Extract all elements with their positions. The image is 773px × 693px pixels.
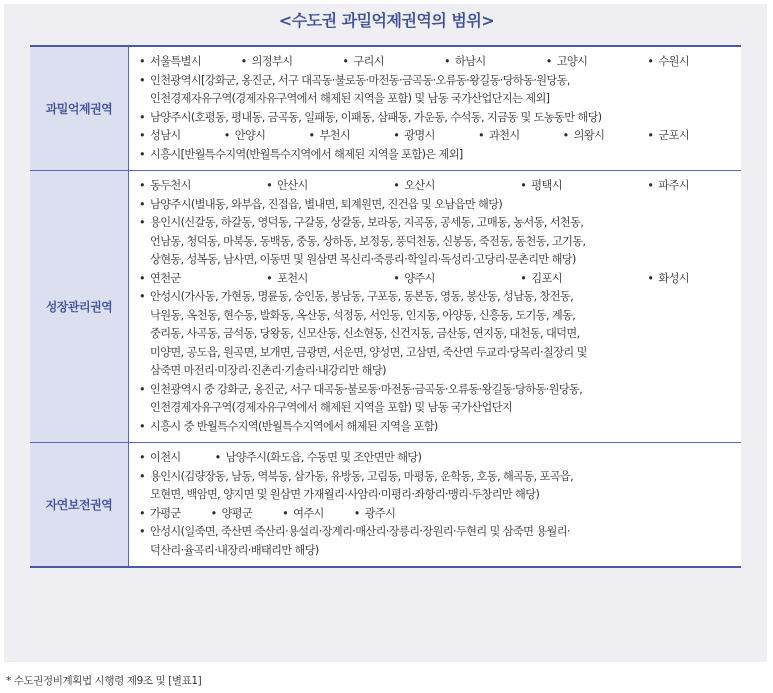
list-item: • 용인시(신갈동, 하갈동, 영덕동, 구갈동, 상갈동, 보라동, 지곡동, 공세동, 고매동, 농서동, 서천동, [139, 216, 584, 229]
list-item: • 가평군 • 양평군 • 여주시 • 광주시 [139, 506, 396, 520]
list-item-continued: 모현면, 백암면, 양지면 및 원삼면 가재월리·사암리·미평리·좌항리·맹리·두창리만 해당) [150, 488, 540, 501]
category-label: 자연보전권역 [30, 443, 129, 566]
category-label: 성장관리권역 [30, 171, 129, 442]
list-item: • 동두천시 • 안산시 • 오산시 • 평택시 • 파주시 [139, 179, 689, 192]
list-item: • 남양주시(호평동, 평내동, 금곡동, 일패동, 이패동, 삼패동, 가운동, 수석동, 지금동 및 도농동만 해당) [139, 110, 602, 124]
list-item-continued: 인천경제자유구역(경제자유구역에서 해제된 지역을 포함) 및 남동 국가산업단지는 제외] [150, 92, 550, 105]
list-item: • 인천광역시[강화군, 옹진군, 서구 대곡동·불로동·마전동·금곡동·오류동·왕길동·당하동·원당동, [139, 73, 570, 87]
list-item-continued: 중리동, 사곡동, 금석동, 당왕동, 신모산동, 신소현동, 신건지동, 금산동, 연지동, 대천동, 대덕면, [150, 327, 580, 340]
region-list [129, 171, 741, 442]
scope-table [30, 45, 741, 568]
region-list [129, 47, 741, 170]
list-item-continued: 낙원동, 옥천동, 현수동, 발화동, 옥산동, 석정동, 서인동, 인지동, 아양동, 신흥동, 도기동, 계동, [150, 308, 576, 322]
list-item: • 안성시(일죽면, 죽산면 죽산리·용설리·장계리·매산리·장릉리·장원리·두현리 및 삼죽면 용월리· [139, 525, 570, 538]
list-item-continued: 삼죽면 마전리·미장리·진촌리·기솔리·내강리만 해당) [150, 364, 386, 377]
category-label: 과밀억제권역 [30, 47, 129, 170]
table-row-growth-management [30, 170, 741, 442]
list-item: • 연천군 • 포천시 • 양주시 • 김포시 • 화성시 [139, 271, 689, 285]
list-item: • 안성시(가사동, 가현동, 명륜동, 숭인동, 봉남동, 구포동, 동본동, 영동, 봉산동, 성남동, 창전동, [139, 290, 574, 303]
region-list [129, 443, 741, 566]
footnote: * 수도권정비계획법 시행령 제9조 및 [별표1] [6, 675, 202, 687]
list-item: • 용인시(김량장동, 남동, 역북동, 삼가동, 유방동, 고림동, 마평동, 운학동, 호동, 해곡동, 포곡읍, [139, 469, 574, 483]
list-item-continued: 상현동, 성복동, 남사면, 이동면 및 원삼면 목신리·죽릉리·학일리·독성리·고당리·문촌리만 해당) [150, 253, 576, 266]
list-item: • 남양주시(별내동, 와부읍, 진접읍, 별내면, 퇴계원면, 진건읍 및 오남읍만 해당) [139, 197, 503, 211]
table-row-overcrowding [30, 47, 741, 170]
list-item-continued: 인천경제자유구역(경제자유구역에서 해제된 지역을 포함) 및 남동 국가산업단지 [150, 401, 513, 414]
list-item: • 성남시 • 안양시 • 부천시 • 광명시 • 과천시 • 의왕시 • 군포시 [139, 129, 690, 142]
list-item-continued: 언남동, 청덕동, 마북동, 동백동, 중동, 상하동, 보정동, 풍덕천동, 신봉동, 죽전동, 동천동, 고기동, [150, 234, 586, 248]
list-item: • 인천광역시 중 강화군, 옹진군, 서구 대곡동·불로동·마전동·금곡동·오류동·왕길동·당하동·원당동, [139, 382, 583, 396]
list-item: • 시흥시[반월특수지역(반월특수지역에서 해제된 지역을 포함)은 제외] [139, 147, 463, 161]
page-title: <수도권 과밀억제권역의 범위> [278, 11, 495, 30]
list-item-continued: 덕산리·율곡리·내장리·배태리만 해당) [150, 543, 319, 557]
list-item: • 이천시 • 남양주시(화도읍, 수동면 및 조안면만 해당) [139, 451, 422, 464]
list-item: • 시흥시 중 반월특수지역(반월특수지역에서 해제된 지역을 포함) [139, 419, 438, 433]
table-row-nature-conservation [30, 442, 741, 566]
list-item: • 서울특별시 • 의정부시 • 구리시 • 하남시 • 고양시 • 수원시 [139, 55, 689, 68]
list-item-continued: 미양면, 공도읍, 원곡면, 보개면, 금광면, 서운면, 양성면, 고삼면, 죽산면 두교리·당목리·칠장리 및 [150, 345, 587, 359]
